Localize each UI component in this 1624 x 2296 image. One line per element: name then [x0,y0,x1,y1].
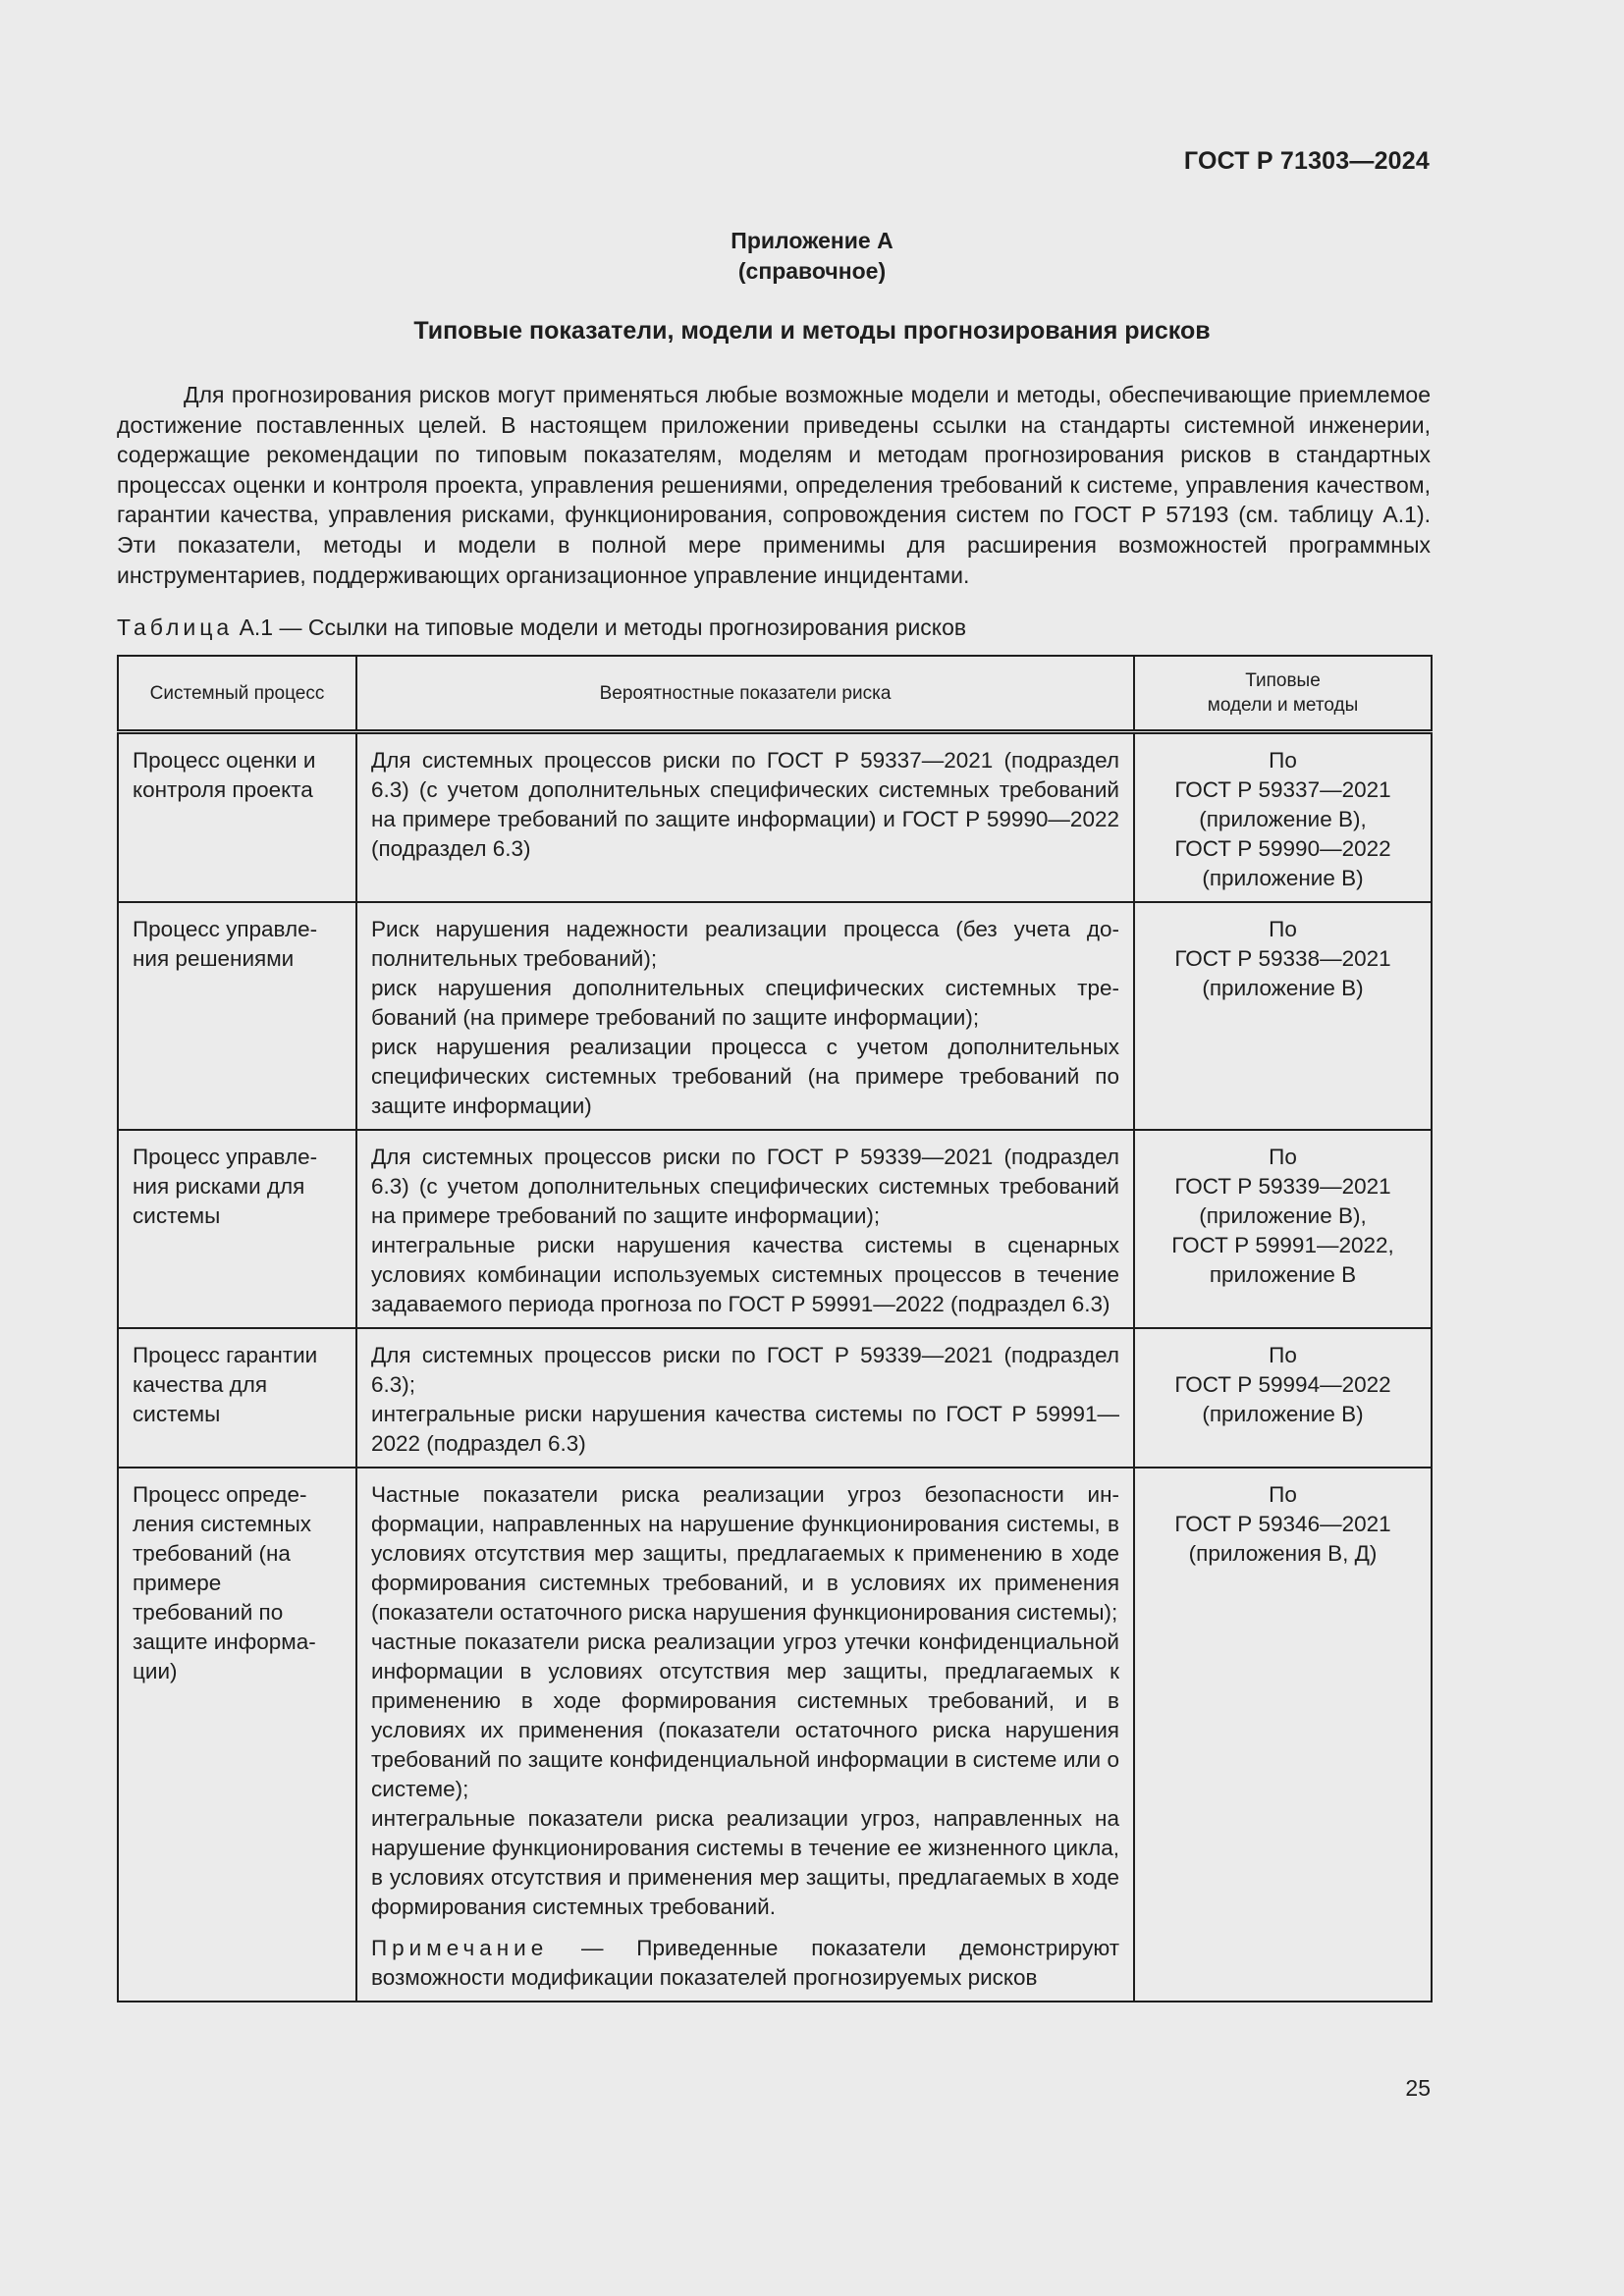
indicator-text: риск нарушения дополнительных специфических системных требований (на примере требований по защите информации); [371,976,1119,1030]
page-number: 25 [1405,2075,1431,2101]
appendix-title: Приложение А [731,228,893,253]
indicator-text: Частные показатели риска реализации угроз безопасности информации, направленных на нарушение функционирования системы, в условиях отсутствия мер защиты, предлагаемых к применению в ходе формирования системных требований, и в условиях их применения (показатели остаточного риска нарушения функционирования системы); [371,1482,1119,1625]
model-line: По [1269,1343,1297,1367]
appendix-heading: Типовые показатели, модели и методы прогнозирования рисков [413,317,1211,345]
model-line: ГОСТ Р 59346—2021 [1174,1512,1391,1536]
table-row [118,1468,1432,2002]
indicators-cell [356,1468,1134,2002]
models-cell [1134,1328,1432,1468]
models-cell [1134,902,1432,1130]
model-line: ГОСТ Р 59338—2021 [1174,946,1391,971]
models-cell [1134,732,1432,903]
header-models-line: Типовые [1245,670,1321,691]
table-header-row [118,656,1432,732]
indicator-text: риск нарушения реализации процесса с учетом дополнительных специфических системных требований (на примере требований по защите информации) [371,1035,1119,1118]
process-cell: Процесс оценки и контроля проекта [118,732,356,903]
indicator-text: интегральные риски нарушения качества системы в сценарных условиях комбинации используемых системных процессов в течение задаваемого периода прогноза по ГОСТ Р 59991—2022 (подраздел 6.3) [371,1233,1119,1316]
table-caption [117,614,966,641]
models-cell [1134,1468,1432,2002]
indicators-cell [356,902,1134,1130]
table-note [371,1934,1119,1993]
table-row [118,1328,1432,1468]
header-process: Системный процесс [118,656,356,732]
table-caption-label: Таблица [117,614,234,640]
indicator-text: интегральные риски нарушения качества системы по ГОСТ Р 59991—2022 (подраздел 6.3) [371,1402,1119,1456]
model-line: (приложение В), [1199,807,1367,831]
model-line: приложение В [1209,1262,1357,1287]
model-line: ГОСТ Р 59994—2022 [1174,1372,1391,1397]
model-line: По [1269,1145,1297,1169]
models-cell [1134,1130,1432,1328]
model-line: (приложение В) [1202,1402,1364,1426]
indicators-cell [356,1328,1134,1468]
process-cell: Процесс управления рисками для системы [118,1130,356,1328]
model-line: (приложение В), [1199,1203,1367,1228]
intro-paragraph: Для прогнозирования рисков могут применяться любые возможные модели и методы, обеспечивающие приемлемое достижение поставленных целей. В настоящем приложении приведены ссылки на стандарты системной инженерии, содержащие рекомендации по типовым показателям, моделям и методам прогнозирования рисков в стандартных процессах оценки и контроля проекта, управления решениями, определения требований к системе, управления качеством, гарантии качества, управления рисками, функционирования, сопровождения систем по ГОСТ Р 57193 (см. таблицу А.1). Эти показатели, методы и модели в полной мере применимы для расширения возможностей программных инструментариев, поддерживающих организационное управление инцидентами. [117,382,1431,588]
model-line: (приложения В, Д) [1188,1541,1378,1566]
model-line: По [1269,917,1297,941]
header-indicators: Вероятностные показатели риска [356,656,1134,732]
header-models-line: модели и методы [1207,695,1359,716]
model-line: По [1269,748,1297,773]
indicator-text: Риск нарушения надежности реализации процесса (без учета дополнительных требований); [371,917,1119,971]
process-cell: Процесс определения системных требований (на примере требований по защите информации) [118,1468,356,2002]
process-cell: Процесс управления решениями [118,902,356,1130]
note-text: — Приведенные показатели демонстрируют возможности модификации показателей прогнозируемых рисков [371,1936,1119,1990]
model-line: По [1269,1482,1297,1507]
model-line: (приложение В) [1202,976,1364,1000]
model-line: ГОСТ Р 59337—2021 [1174,777,1391,802]
appendix-subtitle: (справочное) [737,258,887,284]
table-row [118,732,1432,903]
model-line: ГОСТ Р 59339—2021 [1174,1174,1391,1199]
model-line: ГОСТ Р 59990—2022 [1174,836,1391,861]
indicator-text: частные показатели риска реализации угроз утечки конфиденциальной информации в условиях отсутствия мер защиты, предлагаемых к применению в ходе формирования системных требований, и в условиях их применения (показатели остаточного риска нарушения требований по защите конфиденциальной информации в системе или о системе); [371,1629,1119,1801]
header-models [1134,656,1432,732]
indicators-cell [356,732,1134,903]
table-row [118,902,1432,1130]
note-label: Примечание [371,1936,549,1960]
indicator-text: Для системных процессов риски по ГОСТ Р 59337—2021 (подраздел 6.3) (с учетом дополнительных специфических системных требований на примере требований по защите информации) и ГОСТ Р 59990—2022 (подраздел 6.3) [371,748,1119,861]
process-cell: Процесс гарантии качества для системы [118,1328,356,1468]
appendix-title-block [0,226,1624,287]
table-row [118,1130,1432,1328]
document-code: ГОСТ Р 71303—2024 [1183,147,1430,175]
model-line: (приложение В) [1202,866,1364,890]
indicator-text: интегральные показатели риска реализации угроз, направленных на нарушение функционирования системы в течение ее жизненного цикла, в условиях отсутствия и применения мер защиты, предлагаемых в ходе формирования системных требований. [371,1806,1119,1919]
risk-models-table [117,655,1433,2002]
model-line: ГОСТ Р 59991—2022, [1171,1233,1394,1257]
indicators-cell [356,1130,1134,1328]
table-caption-text: А.1 — Ссылки на типовые модели и методы прогнозирования рисков [239,614,967,640]
indicator-text: Для системных процессов риски по ГОСТ Р 59339—2021 (подраздел 6.3); [371,1343,1119,1397]
indicator-text: Для системных процессов риски по ГОСТ Р 59339—2021 (подраздел 6.3) (с учетом дополнительных специфических системных требований на примере требований по защите информации); [371,1145,1119,1228]
